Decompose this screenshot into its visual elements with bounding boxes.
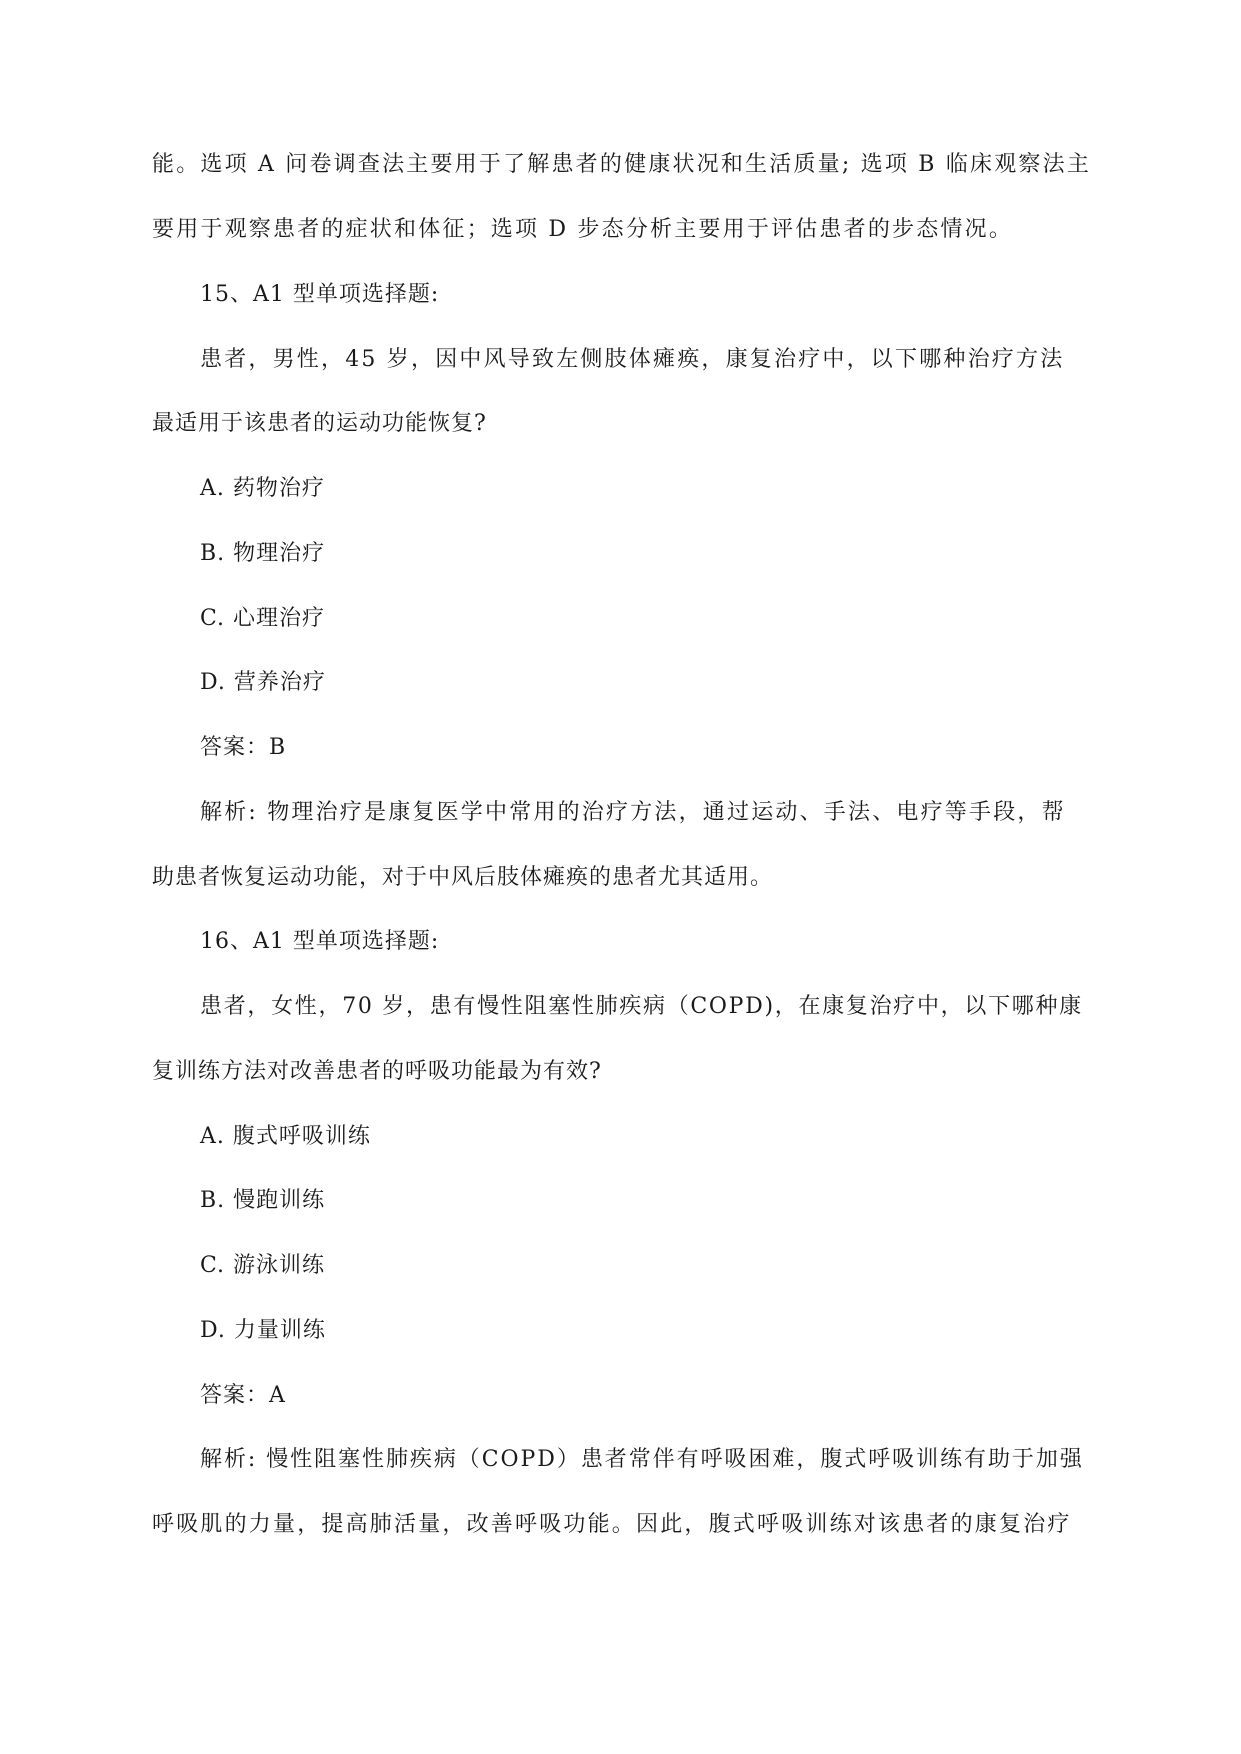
explanation: 呼吸肌的力量，提高肺活量，改善呼吸功能。因此，腹式呼吸训练对该患者的康复治疗 <box>152 1512 1072 1537</box>
explanation: 助患者恢复运动功能，对于中风后肢体瘫痪的患者尤其适用。 <box>152 865 774 890</box>
option-c: C. 心理治疗 <box>200 606 326 631</box>
option-a: A. 药物治疗 <box>200 476 325 501</box>
question-stem: 复训练方法对改善患者的呼吸功能最为有效? <box>152 1059 602 1084</box>
text-line: 要用于观察患者的症状和体征；选项 D 步态分析主要用于评估患者的步态情况。 <box>152 217 1014 242</box>
question-stem: 患者，男性，45 岁，因中风导致左侧肢体瘫痪，康复治疗中，以下哪种治疗方法 <box>200 347 1065 372</box>
answer: 答案：B <box>200 735 287 760</box>
option-c: C. 游泳训练 <box>200 1253 326 1278</box>
explanation: 解析: 慢性阻塞性肺疾病（COPD）患者常伴有呼吸困难，腹式呼吸训练有助于加强 <box>200 1447 1084 1472</box>
option-a: A. 腹式呼吸训练 <box>200 1124 371 1149</box>
option-d: D. 营养治疗 <box>200 670 326 695</box>
text-line: 能。选项 A 问卷调查法主要用于了解患者的健康状况和生活质量; 选项 B 临床观察法主 <box>152 152 1092 177</box>
question-stem: 最适用于该患者的运动功能恢复? <box>152 411 487 436</box>
question-heading: 15、A1 型单项选择题: <box>200 282 440 307</box>
answer: 答案：A <box>200 1383 286 1408</box>
option-b: B. 物理治疗 <box>200 541 326 566</box>
question-heading: 16、A1 型单项选择题: <box>200 929 440 954</box>
explanation: 解析: 物理治疗是康复医学中常用的治疗方法，通过运动、手法、电疗等手段，帮 <box>200 800 1066 825</box>
question-stem: 患者，女性，70 岁，患有慢性阻塞性肺疾病（COPD)，在康复治疗中，以下哪种康 <box>200 994 1083 1019</box>
option-b: B. 慢跑训练 <box>200 1188 326 1213</box>
option-d: D. 力量训练 <box>200 1318 326 1343</box>
